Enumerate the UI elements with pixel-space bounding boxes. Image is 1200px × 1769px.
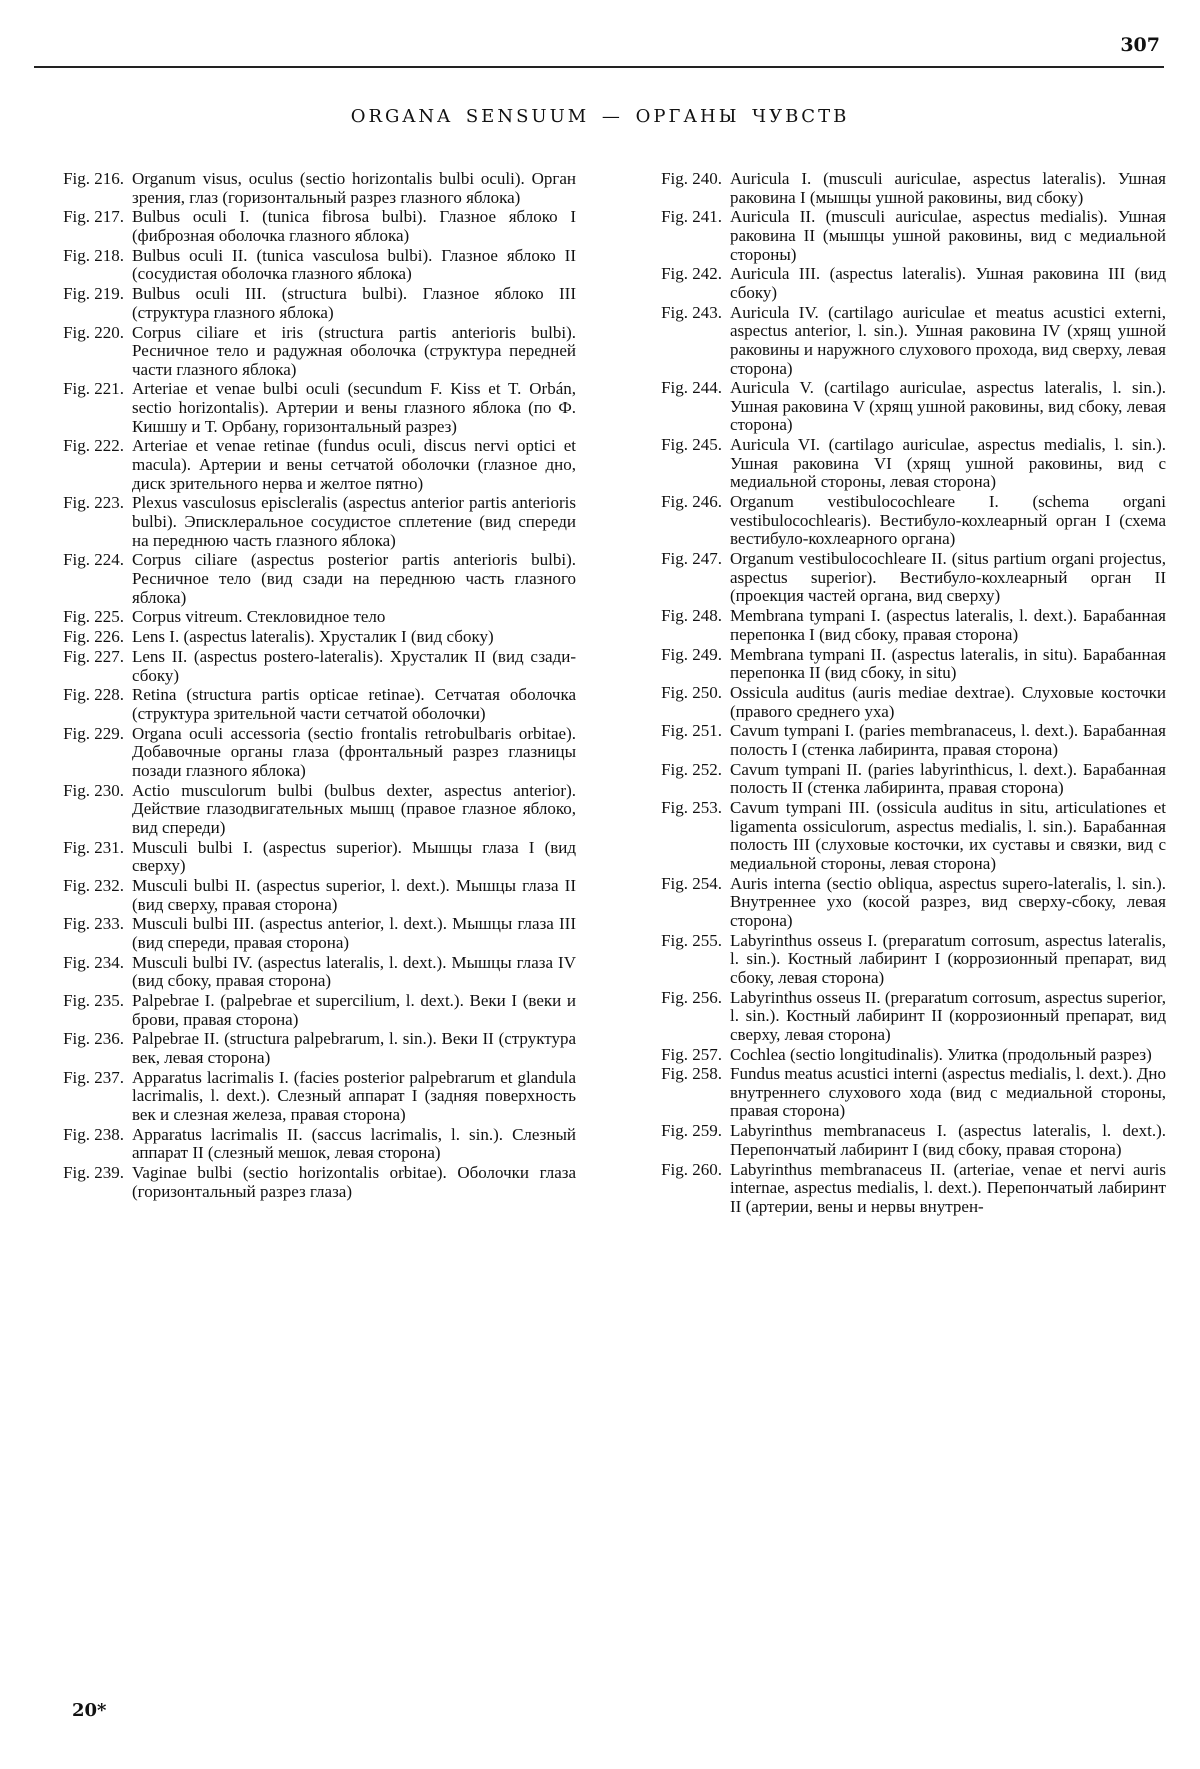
figure-caption: Musculi bulbi I. (aspectus superior). Мышцы глаза I (вид сверху) [132, 837, 576, 876]
figure-caption: Organa oculi accessoria (sectio frontalis retrobulbaris orbitae). Добавочные органы глаза (фронтальный разрез глазницы позади глазного яблока) [132, 723, 576, 780]
figure-number: Fig. 247. [661, 549, 722, 569]
section-title: ORGANA SENSUUM — ОРГАНЫ ЧУВСТВ [350, 106, 850, 127]
figure-caption: Cavum tympani III. (ossicula auditus in situ, articulationes et ligamenta ossiculorum, aspectus medialis, l. sin.). Барабанная полость III (слуховые косточки, их суставы и связки, вид с медиальной стороны, левая сторона) [730, 798, 1166, 873]
figure-entry [626, 1161, 1166, 1217]
figure-number: Fig. 243. [661, 302, 722, 322]
figure-number: Fig. 217. [63, 207, 124, 227]
figure-caption: Bulbus oculi II. (tunica vasculosa bulbi). Глазное яблоко II (сосудистая оболочка глазного яблока) [132, 245, 576, 284]
figure-number: Fig. 225. [63, 607, 124, 627]
figure-number: Fig. 255. [661, 930, 722, 950]
figure-number: Fig. 249. [661, 644, 722, 664]
figure-caption: Cochlea (sectio longitudinalis). Улитка (продольный разрез) [730, 1044, 1152, 1064]
figure-caption: Actio musculorum bulbi (bulbus dexter, aspectus anterior). Действие глазодвигательных мышц (правое глазное яблоко, вид спереди) [132, 780, 576, 837]
figure-caption: Palpebrae II. (structura palpebrarum, l. sin.). Веки II (структура век, левая сторона) [132, 1029, 576, 1068]
figure-caption: Retina (structura partis opticae retinae). Сетчатая оболочка (структура зрительной части сетчатой оболочки) [132, 685, 576, 723]
figure-caption: Membrana tympani I. (aspectus lateralis, l. dext.). Барабанная перепонка I (вид сбоку, правая сторона) [730, 606, 1166, 644]
figure-number: Fig. 223. [63, 493, 124, 513]
figure-number: Fig. 246. [661, 492, 722, 512]
figure-caption: Auricula V. (cartilago auriculae, aspectus lateralis, l. sin.). Ушная раковина V (хрящ ушной раковины, вид сбоку, левая сторона) [730, 378, 1166, 435]
figure-number: Fig. 251. [661, 721, 722, 741]
figure-number: Fig. 230. [63, 780, 124, 800]
figure-number: Fig. 244. [661, 378, 722, 398]
header-rule [34, 66, 1164, 68]
figure-number: Fig. 237. [63, 1067, 124, 1087]
figure-caption: Musculi bulbi III. (aspectus anterior, l. dext.). Мышцы глаза III (вид спереди, правая сторона) [132, 914, 576, 952]
figure-entry [626, 170, 1166, 207]
figure-caption: Palpebrae I. (palpebrae et supercilium, l. dext.). Веки I (веки и брови, правая сторона) [132, 991, 576, 1029]
figure-number: Fig. 258. [661, 1064, 722, 1084]
figure-number: Fig. 242. [661, 264, 722, 284]
figure-caption: Vaginae bulbi (sectio horizontalis orbitae). Оболочки глаза (горизонтальный разрез глаза) [132, 1163, 576, 1201]
figure-caption: Cavum tympani I. (paries membranaceus, l. dext.). Барабанная полость I (стенка лабиринта, правая сторона) [730, 721, 1166, 759]
figure-number: Fig. 221. [63, 379, 124, 399]
figure-number: Fig. 248. [661, 606, 722, 626]
figure-caption: Labyrinthus osseus II. (preparatum corrosum, aspectus superior, l. sin.). Костный лабиринт II (коррозионный препарат, вид сверху, левая сторона) [730, 987, 1167, 1044]
figure-caption: Organum visus, oculus (sectio horizontalis bulbi oculi). Орган зрения, глаз (горизонтальный разрез глазного яблока) [132, 169, 576, 207]
figure-entry [36, 648, 576, 685]
figure-entry [36, 285, 576, 322]
figure-entry [36, 608, 576, 627]
figure-number: Fig. 239. [63, 1163, 124, 1183]
figure-entry [626, 1065, 1166, 1121]
figure-entry [36, 380, 576, 436]
figure-number: Fig. 227. [63, 646, 124, 666]
figure-entry [36, 208, 576, 245]
figure-caption: Bulbus oculi III. (structura bulbi). Глазное яблоко III (структура глазного яблока) [132, 284, 576, 322]
figure-entry [626, 493, 1166, 549]
figure-number: Fig. 219. [63, 284, 124, 304]
figure-caption: Lens I. (aspectus lateralis). Хрусталик I (вид сбоку) [132, 627, 494, 647]
figure-caption: Corpus ciliare et iris (structura partis anterioris bulbi). Ресничное тело и радужная оболочка (структура передней части глазного яблока) [132, 322, 576, 379]
figure-caption: Ossicula auditus (auris mediae dextrae). Слуховые косточки (правого среднего уха) [730, 682, 1166, 721]
figure-number: Fig. 252. [661, 759, 722, 779]
figure-caption: Labyrinthus membranaceus II. (arteriae, venae et nervi auris internae, aspectus medialis, l. dext.). Перепончатый лабиринт II (артерии, вены и нервы внутрен- [730, 1159, 1166, 1216]
figure-entry [626, 799, 1166, 873]
figure-number: Fig. 233. [63, 914, 124, 934]
figure-caption: Bulbus oculi I. (tunica fibrosa bulbi). Глазное яблоко I (фиброзная оболочка глазного яблока) [132, 207, 576, 245]
figure-entry [36, 1164, 576, 1201]
figure-caption: Organum vestibulocochleare I. (schema organi vestibulocochlearis). Вестибуло-кохлеарный орган I (схема вестибуло-кохлеарного органа) [730, 492, 1166, 549]
figure-caption: Cavum tympani II. (paries labyrinthicus, l. dext.). Барабанная полость II (стенка лабиринта, правая сторона) [730, 759, 1166, 798]
figure-entry [626, 761, 1166, 798]
figure-entry [626, 304, 1166, 378]
figure-number: Fig. 259. [661, 1121, 722, 1141]
figure-number: Fig. 240. [661, 169, 722, 188]
figure-caption: Fundus meatus acustici interni (aspectus medialis, l. dext.). Дно внутреннего слухового хода (вид с медиальной стороны, правая сторона) [730, 1064, 1166, 1121]
figure-caption: Apparatus lacrimalis II. (saccus lacrimalis, l. sin.). Слезный аппарат II (слезный мешок, левая сторона) [132, 1124, 576, 1163]
figure-entry [36, 782, 576, 838]
figure-entry [36, 686, 576, 723]
figure-entry [36, 839, 576, 876]
figure-entry [626, 550, 1166, 606]
figure-entry [36, 1030, 576, 1067]
figure-caption: Apparatus lacrimalis I. (facies posterior palpebrarum et glandula lacrimalis, l. dext.). Слезный аппарат I (задняя поверхность век и слезная железа, правая сторона) [132, 1067, 576, 1125]
figure-entry [626, 684, 1166, 721]
figure-entry [626, 265, 1166, 302]
figure-entry [626, 1122, 1166, 1159]
figure-number: Fig. 238. [63, 1124, 124, 1144]
figure-caption: Membrana tympani II. (aspectus lateralis, in situ). Барабанная перепонка II (вид сбоку, in situ) [730, 644, 1166, 683]
figure-entry [626, 989, 1166, 1045]
figure-entry [36, 877, 576, 914]
figure-caption: Auricula III. (aspectus lateralis). Ушная раковина III (вид сбоку) [730, 264, 1166, 302]
figure-caption: Auricula I. (musculi auriculae, aspectus lateralis). Ушная раковина I (мышцы ушной раковины, вид сбоку) [730, 169, 1166, 207]
figure-number: Fig. 222. [63, 436, 124, 456]
figure-number: Fig. 229. [63, 723, 124, 743]
figure-number: Fig. 256. [661, 987, 722, 1007]
figure-entry [36, 494, 576, 550]
figure-entry [36, 915, 576, 952]
figure-number: Fig. 260. [661, 1159, 722, 1179]
figure-entry [626, 208, 1166, 264]
figure-caption: Lens II. (aspectus postero-lateralis). Хрусталик II (вид сзади-сбоку) [132, 646, 576, 685]
figure-caption: Labyrinthus osseus I. (preparatum corrosum, aspectus lateralis, l. sin.). Костный лабиринт I (коррозионный препарат, вид сбоку, левая сторона) [730, 930, 1166, 987]
figure-entry [626, 1046, 1166, 1065]
figure-caption: Corpus ciliare (aspectus posterior partis anterioris bulbi). Ресничное тело (вид сзади на переднюю часть глазного яблока) [132, 550, 576, 607]
figure-caption: Organum vestibulocochleare II. (situs partium organi projectus, aspectus superior). Вестибуло-кохлеарный орган II (проекция частей органа, вид сверху) [730, 549, 1166, 606]
figure-number: Fig. 236. [63, 1029, 124, 1049]
figure-caption: Corpus vitreum. Стекловидное тело [132, 607, 386, 627]
figure-caption: Auricula VI. (cartilago auriculae, aspectus medialis, l. sin.). Ушная раковина VI (хрящ ушной раковины, вид с медиальной стороны, левая сторона) [730, 435, 1166, 492]
figure-caption: Auricula II. (musculi auriculae, aspectus medialis). Ушная раковина II (мышцы ушной раковины, вид с медиальной стороны) [730, 207, 1166, 264]
figure-entry [36, 1126, 576, 1163]
figure-number: Fig. 254. [661, 873, 722, 893]
figure-number: Fig. 231. [63, 837, 124, 857]
figure-number: Fig. 245. [661, 435, 722, 455]
figure-caption: Arteriae et venae bulbi oculi (secundum F. Kiss et T. Orbán, sectio horizontalis). Артерии и вены глазного яблока (по Ф. Кишшу и Т. Орбану, горизонтальный разрез) [132, 379, 576, 436]
figure-number: Fig. 220. [63, 322, 124, 342]
figure-entry [36, 324, 576, 380]
figure-number: Fig. 228. [63, 685, 124, 705]
figure-entry [36, 954, 576, 991]
figure-entry [36, 725, 576, 781]
figure-entry [626, 932, 1166, 988]
figure-entry [36, 551, 576, 607]
figure-entry [626, 436, 1166, 492]
figure-entry [36, 1069, 576, 1125]
figure-number: Fig. 216. [63, 169, 124, 188]
left-column [36, 170, 576, 1203]
figure-caption: Auris interna (sectio obliqua, aspectus supero-lateralis, l. sin.). Внутреннее ухо (косой разрез, вид сверху-сбоку, левая сторона) [730, 873, 1166, 930]
figure-number: Fig. 232. [63, 875, 124, 895]
figure-entry [626, 722, 1166, 759]
figure-entry [626, 646, 1166, 683]
right-column [626, 170, 1166, 1218]
figure-entry [36, 437, 576, 493]
signature-mark: 20* [72, 1700, 107, 1721]
figure-caption: Arteriae et venae retinae (fundus oculi, discus nervi optici et macula). Артерии и вены сетчатой оболочки (глазное дно, диск зрительного нерва и желтое пятно) [132, 436, 576, 493]
figure-caption: Musculi bulbi II. (aspectus superior, l. dext.). Мышцы глаза II (вид сверху, правая сторона) [132, 875, 576, 914]
figure-number: Fig. 250. [661, 682, 722, 702]
figure-number: Fig. 257. [661, 1044, 722, 1064]
figure-number: Fig. 241. [661, 207, 722, 227]
figure-number: Fig. 234. [63, 952, 124, 972]
page-number: 307 [1120, 34, 1160, 56]
figure-entry [626, 607, 1166, 644]
figure-caption: Labyrinthus membranaceus I. (aspectus lateralis, l. dext.). Перепончатый лабиринт I (вид сбоку, правая сторона) [730, 1121, 1166, 1159]
figure-entry [626, 379, 1166, 435]
figure-caption: Auricula IV. (cartilago auriculae et meatus acustici externi, aspectus anterior, l. sin.). Ушная раковина IV (хрящ ушной раковины и наружного слухового прохода, вид сверху, левая сторона) [730, 302, 1166, 378]
figure-entry [36, 992, 576, 1029]
figure-number: Fig. 253. [661, 798, 722, 818]
figure-entry [36, 628, 576, 647]
figure-entry [626, 875, 1166, 931]
figure-entry [36, 170, 576, 207]
figure-caption: Musculi bulbi IV. (aspectus lateralis, l. dext.). Мышцы глаза IV (вид сбоку, правая сторона) [132, 952, 576, 991]
figure-entry [36, 247, 576, 284]
figure-number: Fig. 218. [63, 245, 124, 265]
figure-number: Fig. 235. [63, 991, 124, 1011]
figure-number: Fig. 224. [63, 550, 124, 570]
figure-number: Fig. 226. [63, 627, 124, 647]
figure-caption: Plexus vasculosus episcleralis (aspectus anterior partis anterioris bulbi). Эписклеральное сосудистое сплетение (вид спереди на переднюю часть глазного яблока) [132, 493, 576, 550]
